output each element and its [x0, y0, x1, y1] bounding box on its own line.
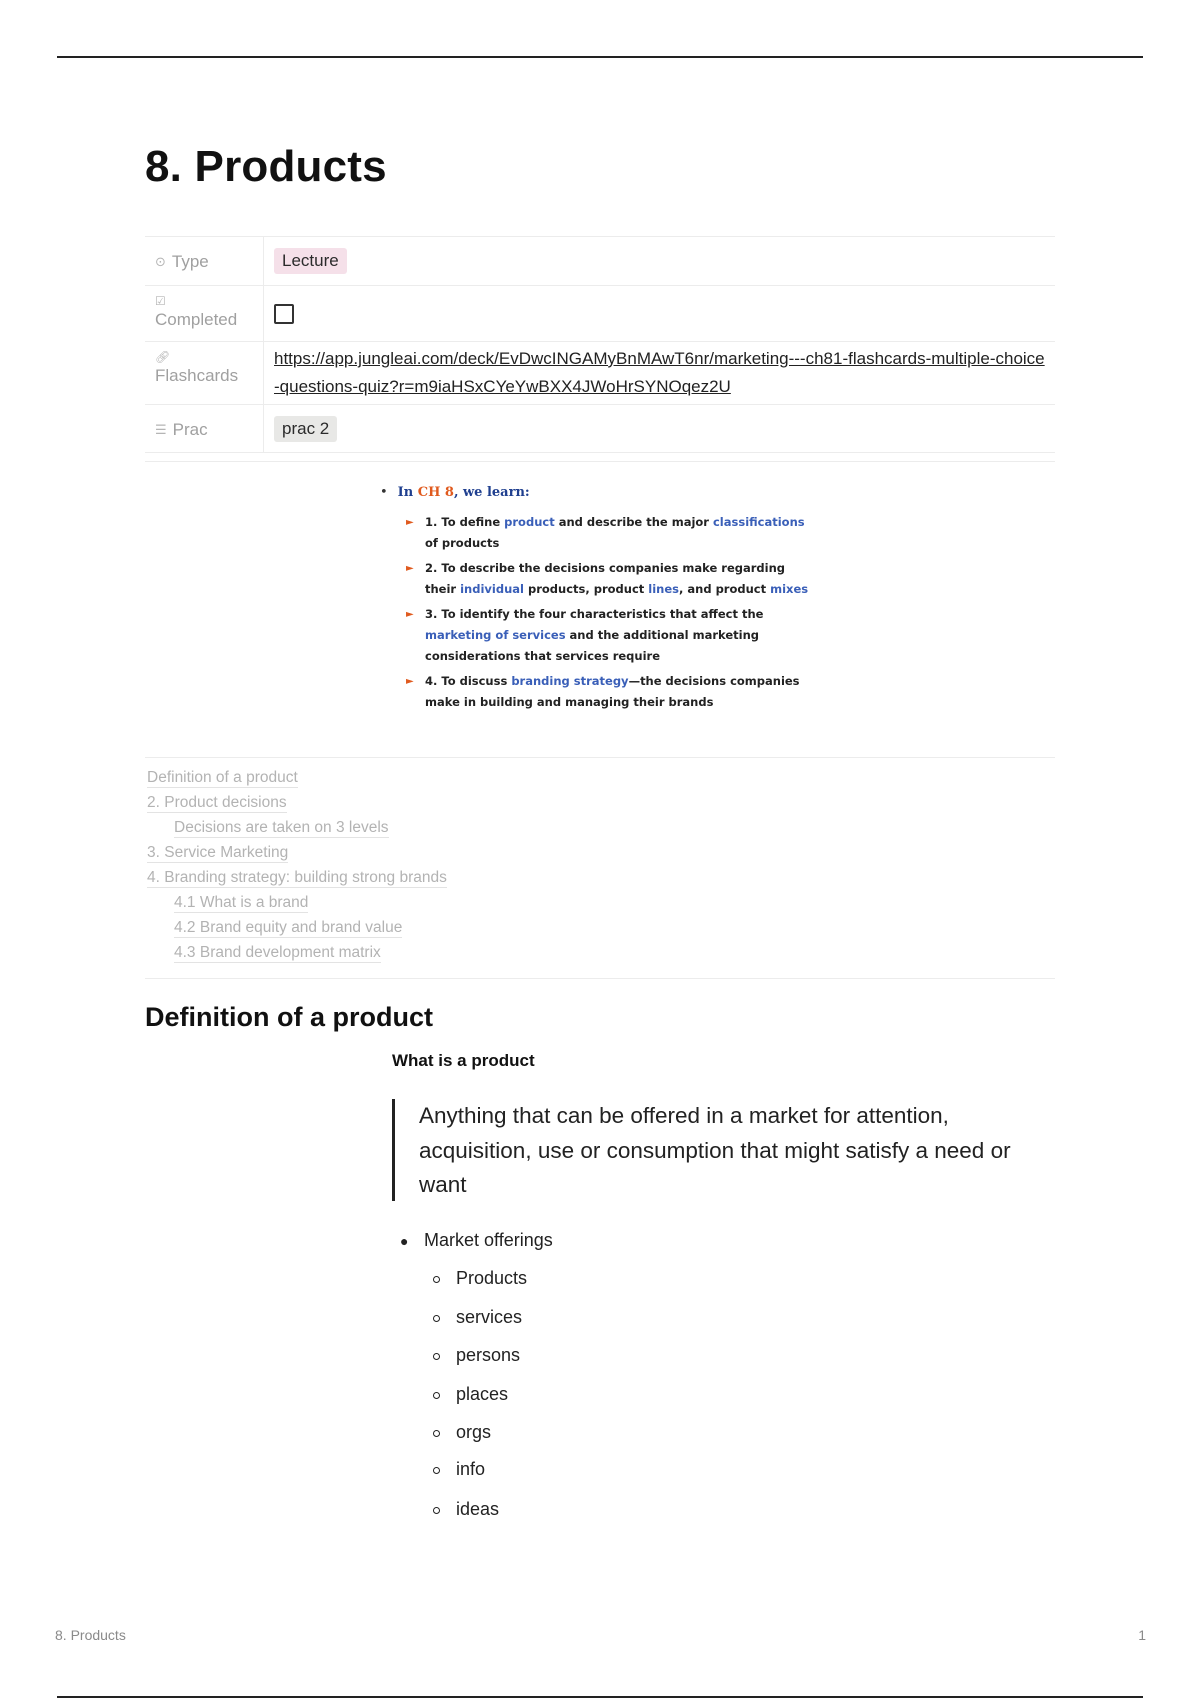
- toc-link[interactable]: 4.1 What is a brand: [174, 894, 309, 911]
- bullet-icon: ●: [400, 1233, 409, 1249]
- flashcards-link[interactable]: https://app.jungleai.com/deck/EvDwcINGAMyBnMAwT6nr/marketing---ch81-flashcards-multiple-choice-questions-quiz?r=m9iaHSxCYeYwBXX4JWoHrSYNOqez2U: [274, 349, 1045, 396]
- prac-tag[interactable]: prac 2: [274, 416, 337, 442]
- slide-objective: ► 1. To define product and describe the major classifications of products: [380, 512, 820, 554]
- arrow-icon: ►: [406, 676, 414, 687]
- property-key-flashcards: [145, 342, 263, 404]
- properties-table: [145, 236, 1055, 453]
- hollow-bullet-icon: [433, 1507, 440, 1514]
- list-icon: ☰: [155, 421, 167, 437]
- property-completed: [145, 286, 1055, 342]
- slide-objectives-list: [380, 512, 820, 713]
- toc-link[interactable]: 3. Service Marketing: [147, 844, 289, 861]
- property-key-prac: [145, 405, 263, 452]
- property-label: Flashcards: [155, 366, 239, 385]
- arrow-icon: ►: [406, 517, 414, 528]
- property-key-type: [145, 237, 263, 285]
- property-label: Completed: [155, 310, 238, 329]
- property-prac: [145, 405, 1055, 453]
- slide-objective: ► 4. To discuss branding strategy—the decisions companies make in building and managing their brands: [380, 671, 820, 713]
- property-flashcards: [145, 342, 1055, 405]
- footer-title: 8. Products: [55, 1627, 126, 1643]
- link-icon: 🔗︎: [155, 350, 171, 364]
- property-key-completed: [145, 286, 263, 341]
- completed-checkbox[interactable]: [274, 304, 294, 324]
- slide-objective: ► 2. To describe the decisions companies make regarding their individual products, product lines, and product mixes: [380, 558, 820, 600]
- toc-link[interactable]: 4.2 Brand equity and brand value: [174, 919, 403, 936]
- hollow-bullet-icon: [433, 1315, 440, 1322]
- toc-link[interactable]: 2. Product decisions: [147, 794, 287, 811]
- bottom-rule: [57, 1696, 1143, 1698]
- toc-link[interactable]: Decisions are taken on 3 levels: [174, 819, 389, 836]
- divider: [145, 757, 1055, 758]
- type-tag[interactable]: Lecture: [274, 248, 347, 274]
- hollow-bullet-icon: [433, 1353, 440, 1360]
- property-label: Prac: [172, 419, 208, 439]
- hollow-bullet-icon: [433, 1392, 440, 1399]
- divider: [145, 461, 1055, 462]
- toc-link[interactable]: 4. Branding strategy: building strong brands: [147, 869, 447, 886]
- definition-quote: Anything that can be offered in a market for attention, acquisition, use or consumption that might satisfy a need or want: [392, 1099, 1042, 1201]
- table-of-contents: [147, 765, 447, 965]
- property-type: [145, 237, 1055, 286]
- arrow-icon: ►: [406, 609, 414, 620]
- toc-link[interactable]: 4.3 Brand development matrix: [174, 944, 381, 961]
- slide-objective: ► 3. To identify the four characteristics that affect the marketing of services and the additional marketing considerations that services require: [380, 604, 820, 667]
- embedded-slide-image: [380, 485, 820, 717]
- divider: [145, 978, 1055, 979]
- hollow-bullet-icon: [433, 1467, 440, 1474]
- toc-link[interactable]: Definition of a product: [147, 769, 298, 786]
- hollow-bullet-icon: [433, 1276, 440, 1283]
- arrow-icon: ►: [406, 563, 414, 574]
- slide-heading: • In CH 8, we learn:: [380, 485, 530, 500]
- top-rule: [57, 56, 1143, 58]
- section-heading: Definition of a product: [145, 1002, 433, 1032]
- page-number: 1: [1138, 1627, 1146, 1643]
- page-title: 8. Products: [145, 142, 387, 191]
- checkbox-icon: ☑: [155, 294, 166, 308]
- property-label: Type: [171, 252, 209, 271]
- section-subheading: What is a product: [392, 1051, 535, 1070]
- hollow-bullet-icon: [433, 1430, 440, 1437]
- select-icon: ⊙: [155, 254, 166, 269]
